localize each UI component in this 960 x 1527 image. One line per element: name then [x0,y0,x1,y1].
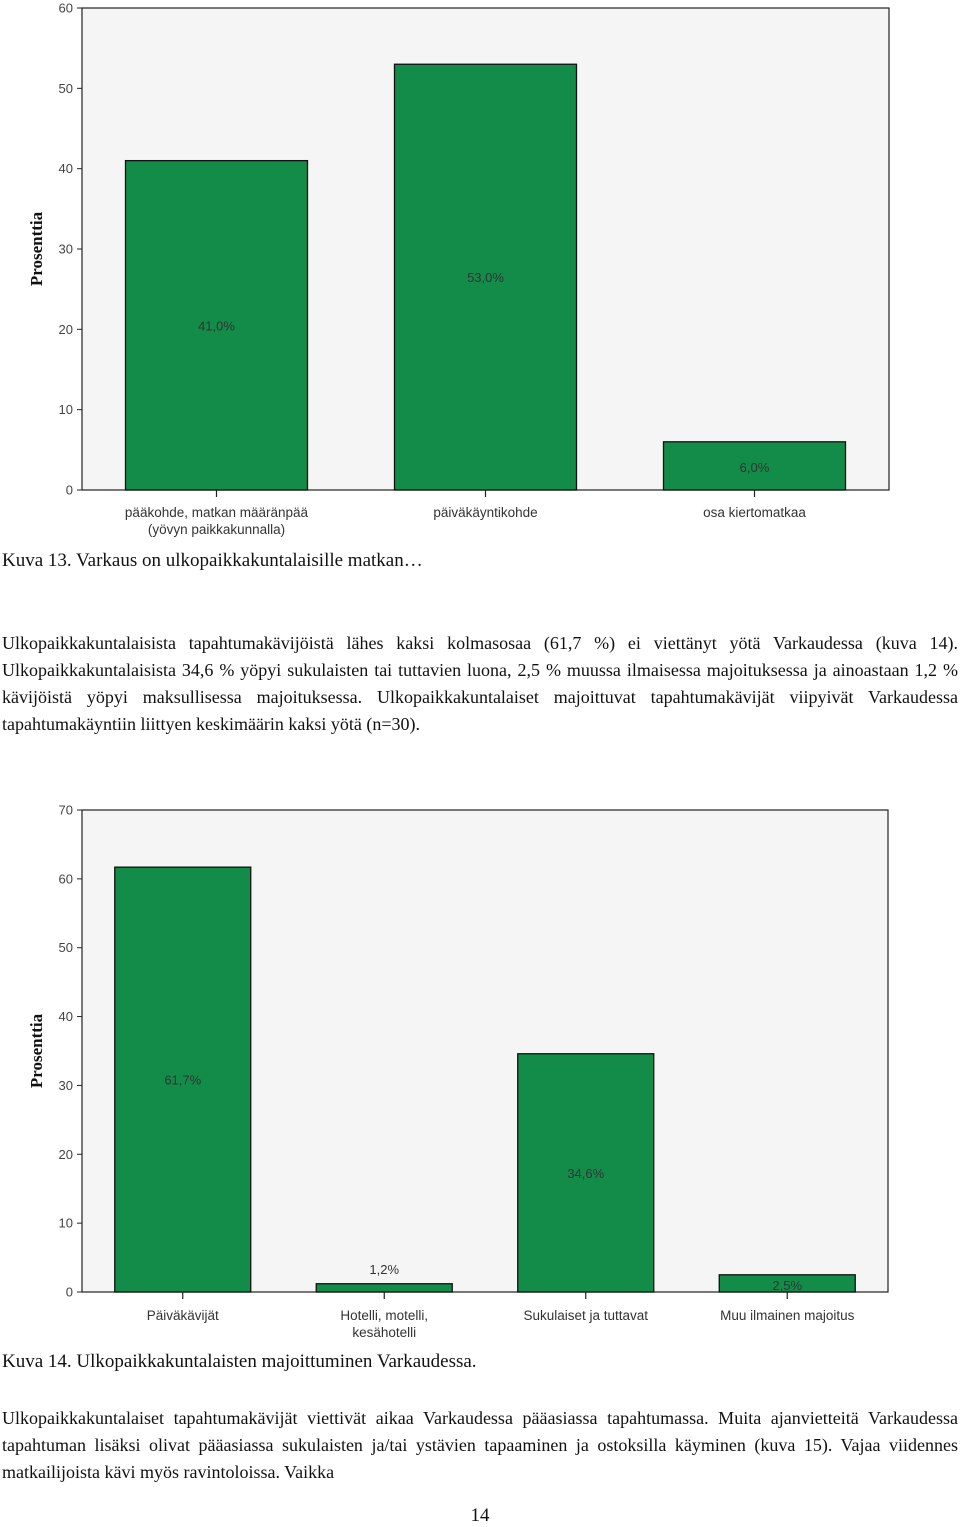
data-label: 61,7% [164,1072,202,1088]
chart-accommodation [0,790,960,1350]
data-label: 53,0% [467,270,504,286]
y-tick-label: 50 [58,940,73,956]
figure-caption-13: Kuva 13. Varkaus on ulkopaikkakuntalaisille matkan… [2,550,423,571]
y-tick-label: 30 [58,241,73,257]
data-label: 34,6% [567,1165,605,1181]
y-tick-label: 60 [58,871,73,887]
page-number: 14 [470,1505,490,1526]
body-paragraph-2: Ulkopaikkakuntalaiset tapahtumakävijät viettivät aikaa Varkaudessa pääasiassa tapahtumassa. Muita ajanvietteitä Varkaudessa tapahtuman lisäksi olivat pääasiassa sukulaisten ja/tai ystävien tapaaminen ja ostoksilla käyminen (kuva 15). Vajaa viidennes matkailijoista kävi myös ravintoloissa. Vaikka [2,1408,958,1482]
y-tick-label: 10 [58,1215,73,1231]
bar [316,1284,452,1292]
y-tick-label: 10 [58,402,73,418]
x-category-label: pääkohde, matkan määränpää [124,505,309,520]
body-paragraph-1: Ulkopaikkakuntalaisista tapahtumakävijöistä lähes kaksi kolmasosaa (61,7 %) ei viettänyt yötä Varkaudessa (kuva 14). Ulkopaikkakuntalaisista 34,6 % yöpyi sukulaisten tai tuttavien luona, 2,5 % muussa ilmaisessa majoituksessa ja ainoastaan 1,2 % kävijöistä yöpyi maksullisessa majoituksessa. Ulkopaikkakuntalaiset majoittuvat tapahtumakävijät viipyivät Varkaudessa tapahtumakäyntiin liittyen keskimäärin kaksi yötä (n=30). [2,633,958,734]
x-category-label: osa kiertomatkaa [703,505,806,520]
y-tick-label: 50 [58,80,73,96]
y-tick-label: 40 [58,1009,73,1025]
x-category-label: Muu ilmainen majoitus [720,1308,855,1323]
y-tick-label: 0 [65,482,73,498]
y-axis-label: Prosenttia [27,211,46,287]
y-tick-label: 0 [65,1284,73,1300]
data-label: 2,5% [772,1278,803,1293]
x-category-label: (yövyn paikkakunnalla) [147,522,286,537]
x-category-label: päiväkäyntikohde [433,505,538,520]
figure-caption-14: Kuva 14. Ulkopaikkakuntalaisten majoittuminen Varkaudessa. [2,1351,477,1372]
y-tick-label: 20 [58,1146,73,1162]
y-tick-label: 20 [58,321,73,337]
chart-destination-role [0,0,960,545]
y-tick-label: 30 [58,1077,73,1093]
y-tick-label: 60 [58,0,73,16]
x-category-label: Päiväkävijät [146,1308,219,1323]
data-label: 1,2% [369,1262,400,1277]
x-category-label: Hotelli, motelli, [340,1308,429,1323]
data-label: 41,0% [198,318,235,334]
data-label: 6,0% [739,460,770,475]
x-category-label: kesähotelli [352,1325,417,1340]
y-tick-label: 70 [58,802,73,818]
y-tick-label: 40 [58,161,73,177]
y-axis-label: Prosenttia [27,1013,46,1089]
x-category-label: Sukulaiset ja tuttavat [523,1308,649,1323]
